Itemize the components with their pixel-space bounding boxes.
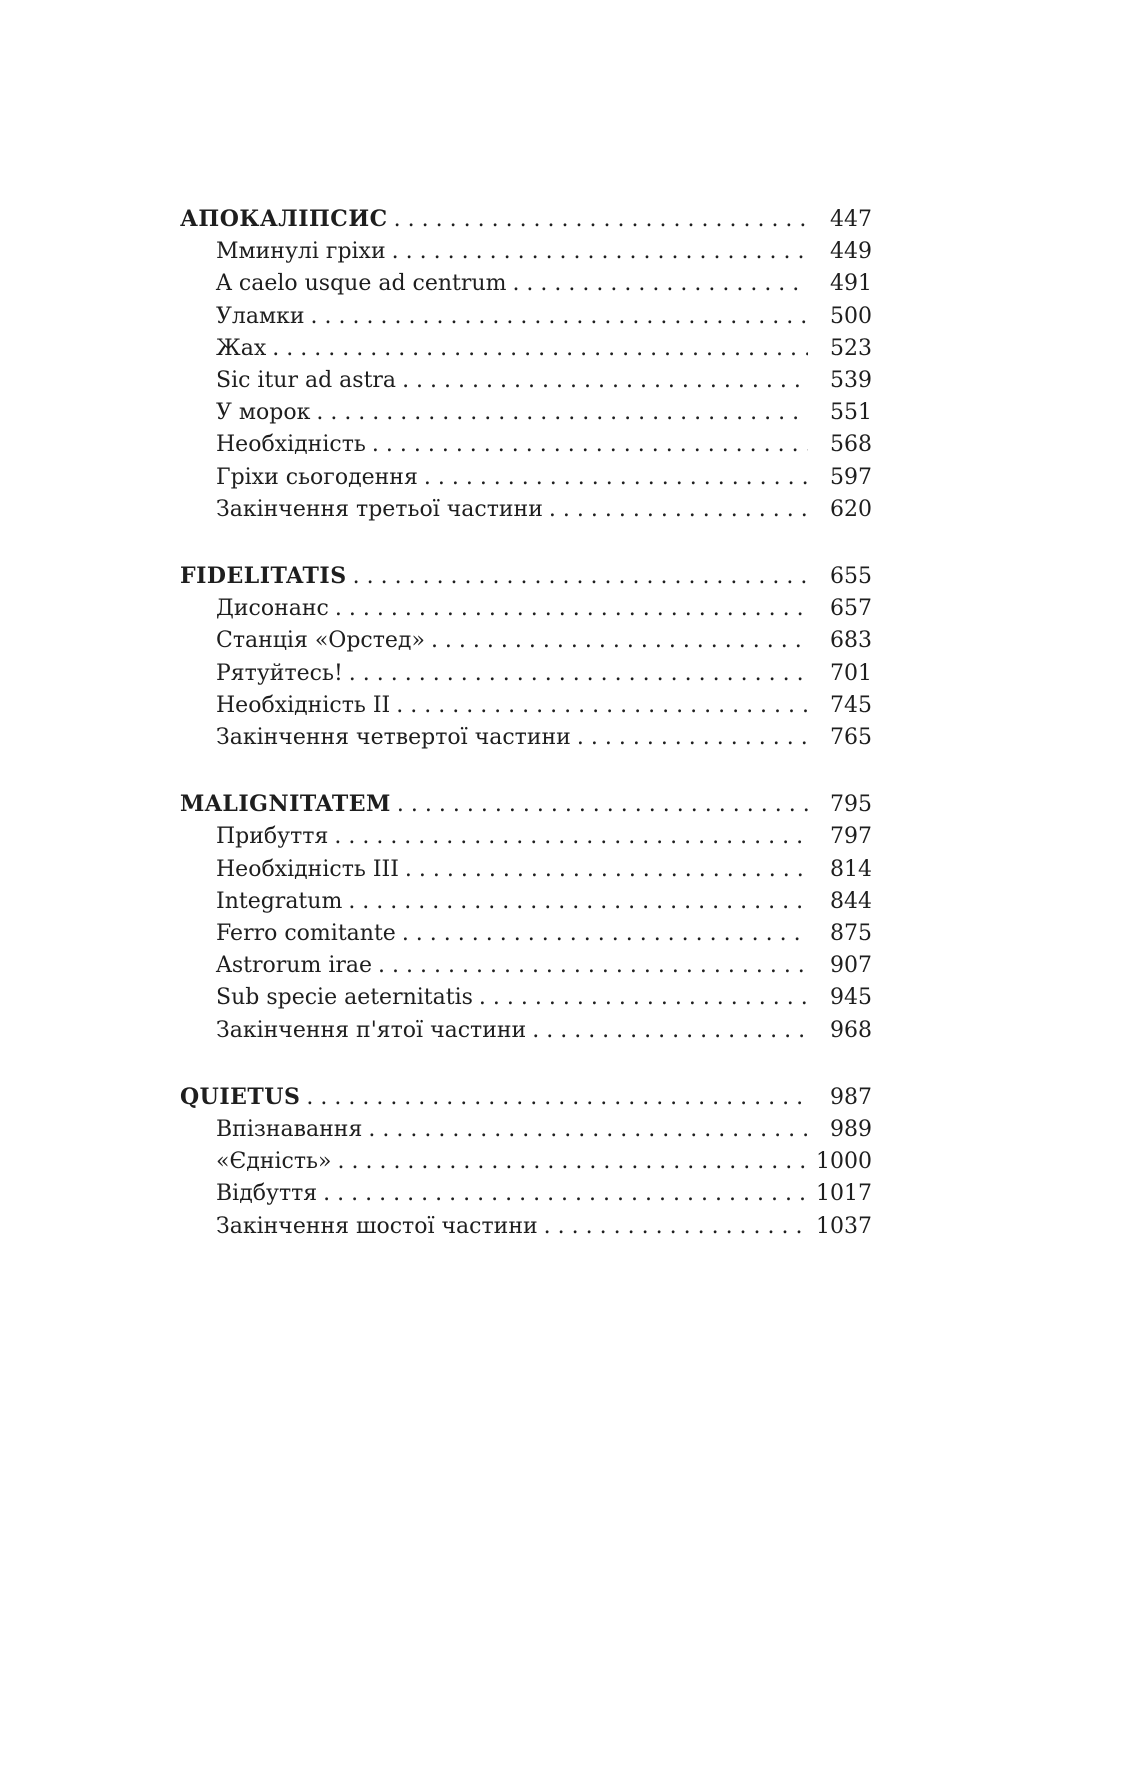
toc-entry-page: 745 [830,692,872,718]
dot-leader [532,1015,808,1047]
toc-section-page: 655 [830,564,872,590]
toc-entry [180,982,872,1014]
toc-entry-title: Закінчення четвертої частини [216,725,571,751]
toc-entry-title: Необхідність II [216,692,391,718]
toc-section-title: FIDELITATIS [180,563,347,590]
toc-entry-page: 797 [830,824,872,850]
dot-leader [335,593,808,625]
toc-entry-page: 551 [830,400,872,426]
toc-entry-title: Sub specie aeternitatis [216,985,473,1011]
dot-leader [372,429,808,461]
toc-entry-page: 875 [830,921,872,947]
dot-leader [431,625,808,657]
toc-section-chapters [180,821,872,1046]
toc-entry-title: Astrorum irae [216,953,373,979]
toc-entry-page: 989 [830,1117,872,1143]
toc-entry [180,886,872,918]
toc-entry-page: 701 [830,660,872,686]
dot-leader [272,333,808,365]
toc-entry-page: 657 [830,596,872,622]
toc-entry-page: 568 [830,432,872,458]
toc-entry [180,722,872,754]
toc-entry-page: 814 [830,856,872,882]
table-of-contents [180,203,872,1243]
toc-entry-title: Sic itur ad astra [216,368,397,394]
toc-entry-title: Уламки [216,303,305,329]
toc-entry [180,1211,872,1243]
toc-section-title: QUIETUS [180,1083,301,1110]
toc-entry-title: Закінчення шостої частини [216,1213,538,1239]
toc-entry-page: 1000 [816,1149,872,1175]
toc-entry-page: 1017 [816,1181,872,1207]
toc-entry-title: Integratum [216,888,343,914]
toc-entry-page: 597 [830,464,872,490]
toc-entry-title: Необхідність [216,432,366,458]
toc-entry-page: 491 [830,271,872,297]
dot-leader [512,268,808,300]
dot-leader [349,658,808,690]
toc-entry-title: Дисонанс [216,596,329,622]
toc-entry-title: Ferro comitante [216,921,396,947]
toc-section [180,203,872,526]
toc-entry-page: 620 [830,496,872,522]
toc-section-chapters [180,593,872,754]
dot-leader [549,494,808,526]
dot-leader [402,918,808,950]
toc-entry [180,625,872,657]
toc-entry-page: 539 [830,368,872,394]
toc-entry [180,593,872,625]
dot-leader [323,1178,808,1210]
dot-leader [402,365,808,397]
toc-entry [180,462,872,494]
dot-leader [577,722,808,754]
dot-leader [396,690,808,722]
toc-entry-title: A caelo usque ad centrum [216,271,507,297]
toc-entry [180,397,872,429]
toc-entry [180,301,872,333]
toc-section-header [180,788,872,821]
toc-entry-title: Мминулі гріхи [216,239,386,265]
dot-leader [316,397,808,429]
toc-entry [180,1178,872,1210]
dot-leader [392,236,808,268]
toc-entry-page: 500 [830,303,872,329]
toc-section-header [180,560,872,593]
toc-section-page: 447 [830,207,872,232]
dot-leader [334,821,808,853]
toc-section-title: АПОКАЛІПСИС [180,206,388,232]
toc-entry-page: 907 [830,953,872,979]
toc-entry-title: Прибуття [216,824,329,850]
toc-entry-title: Жах [216,335,267,361]
dot-leader [368,1114,808,1146]
dot-leader [397,788,808,821]
toc-entry [180,821,872,853]
dot-leader [337,1146,808,1178]
toc-entry [180,1114,872,1146]
toc-section [180,560,872,754]
toc-entry [180,950,872,982]
toc-section-header [180,203,872,236]
toc-entry [180,236,872,268]
toc-entry [180,268,872,300]
toc-section-chapters [180,1114,872,1243]
dot-leader [353,560,808,593]
dot-leader [306,1081,808,1114]
toc-entry-page: 945 [830,985,872,1011]
toc-entry-page: 449 [830,239,872,265]
toc-entry-page: 844 [830,888,872,914]
toc-entry [180,658,872,690]
toc-entry-title: Впізнавання [216,1117,363,1143]
dot-leader [394,203,808,236]
toc-section [180,1081,872,1243]
toc-entry-page: 968 [830,1017,872,1043]
toc-entry [180,854,872,886]
toc-entry-title: Рятуйтесь! [216,660,343,686]
toc-entry [180,494,872,526]
dot-leader [311,301,808,333]
dot-leader [405,854,808,886]
toc-entry [180,918,872,950]
toc-entry-title: Закінчення третьої частини [216,496,543,522]
toc-entry [180,365,872,397]
toc-entry-title: У морок [216,400,311,426]
toc-entry [180,690,872,722]
toc-entry [180,1015,872,1047]
toc-entry-title: Закінчення п'ятої частини [216,1017,527,1043]
dot-leader [479,982,808,1014]
toc-entry-title: «Єдність» [216,1149,332,1175]
toc-entry [180,333,872,365]
toc-entry-title: Станція «Орстед» [216,628,425,654]
toc-section-chapters [180,236,872,526]
toc-entry-page: 765 [830,725,872,751]
dot-leader [544,1211,808,1243]
toc-entry-page: 1037 [816,1213,872,1239]
toc-entry-title: Гріхи сьогодення [216,464,418,490]
toc-section-page: 795 [830,792,872,818]
toc-entry-title: Необхідність III [216,856,399,882]
dot-leader [348,886,808,918]
toc-entry-page: 523 [830,335,872,361]
dot-leader [378,950,808,982]
toc-entry-page: 683 [830,628,872,654]
toc-section-title: MALIGNITATEM [180,791,391,818]
toc-section [180,788,872,1047]
toc-section-page: 987 [830,1084,872,1110]
toc-entry-title: Відбуття [216,1181,318,1207]
toc-section-header [180,1081,872,1114]
toc-entry [180,429,872,461]
dot-leader [424,462,808,494]
toc-entry [180,1146,872,1178]
